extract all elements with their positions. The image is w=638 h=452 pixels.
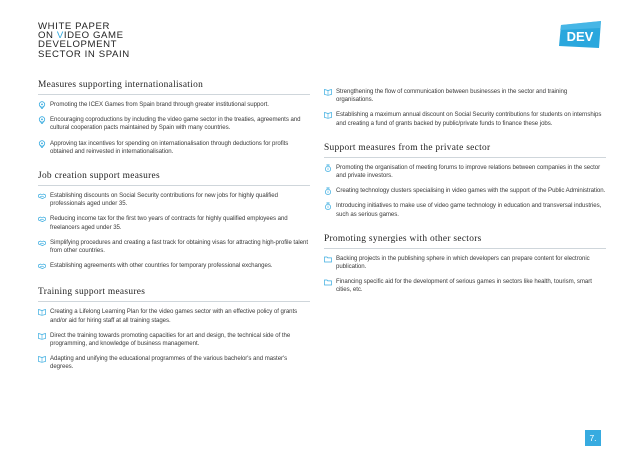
- handshake-icon: [38, 239, 46, 247]
- money-bag-icon: [324, 202, 332, 210]
- handshake-icon: [38, 192, 46, 200]
- section-title-job-creation: Job creation support measures: [38, 171, 310, 186]
- title-line: WHITE PAPER: [38, 21, 110, 32]
- right-column: [324, 88, 606, 302]
- handshake-icon: [38, 262, 46, 270]
- title-line: ON VIDEO GAME: [38, 30, 124, 42]
- training-continued-list: [324, 88, 606, 128]
- left-column: [38, 80, 310, 379]
- section-title-synergies: Promoting synergies with other sectors: [324, 234, 606, 249]
- handshake-icon: [38, 215, 46, 223]
- book-icon: [38, 332, 46, 340]
- list-item: Reducing income tax for the first two years of contracts for highly qualified employees and freelancers aged under 35.: [38, 215, 310, 231]
- book-icon: [38, 308, 46, 316]
- list-item: Adapting and unifying the educational programmes of the various bachelor's and master's degrees.: [38, 355, 310, 371]
- svg-text:DEV: DEV: [566, 29, 594, 44]
- location-pin-icon: [38, 101, 46, 109]
- document-title: [38, 22, 238, 59]
- list-item: Financing specific aid for the development of serious games in sectors like health, tourism, smart cities, etc.: [324, 278, 606, 294]
- list-item: Backing projects in the publishing sphere in which developers can prepare content for electronic publication.: [324, 255, 606, 271]
- list-item: Promoting the organisation of meeting forums to improve relations between companies in the sector and private investors.: [324, 164, 606, 180]
- book-icon: [38, 355, 46, 363]
- page-number: 7.: [585, 430, 601, 446]
- section-title-training: Training support measures: [38, 287, 310, 302]
- title-line: SECTOR IN SPAIN: [38, 48, 130, 60]
- private-sector-list: [324, 164, 606, 219]
- synergies-list: [324, 255, 606, 295]
- location-pin-icon: [38, 116, 46, 124]
- list-item: Creating a Lifelong Learning Plan for the video games sector with an effective policy of grants and/or aid for hiring staff at all training stages.: [38, 308, 310, 324]
- dev-logo: [558, 19, 603, 50]
- folder-icon: [324, 255, 332, 263]
- list-item: Creating technology clusters specialising in video games with the support of the Public Administration.: [324, 187, 606, 195]
- section-title-internationalisation: Measures supporting internationalisation: [38, 80, 310, 95]
- book-icon: [324, 111, 332, 119]
- money-bag-icon: [324, 187, 332, 195]
- list-item: Promoting the ICEX Games from Spain brand through greater institutional support.: [38, 101, 310, 109]
- training-list: [38, 308, 310, 371]
- section-title-private-sector: Support measures from the private sector: [324, 143, 606, 158]
- list-item: Simplifying procedures and creating a fast track for obtaining visas for attracting high-profile talent from other countries.: [38, 239, 310, 255]
- list-item: Introducing initiatives to make use of video game technology in education and transversal industries, such as serious games.: [324, 202, 606, 218]
- list-item: Establishing a maximum annual discount on Social Security contributions for students on internships and creating a fund of grants backed by public/private funds to finance these jobs.: [324, 111, 606, 127]
- book-icon: [324, 88, 332, 96]
- job-creation-list: [38, 192, 310, 270]
- internationalisation-list: [38, 101, 310, 156]
- list-item: Encouraging coproductions by including the video game sector in the treaties, agreements and cultural cooperation pacts maintained by Spain with many countries.: [38, 116, 310, 132]
- title-line: DEVELOPMENT: [38, 39, 118, 51]
- list-item: Direct the training towards promoting capacities for art and design, the technical side of the programming, and knowledge of business management.: [38, 332, 310, 348]
- list-item: Establishing discounts on Social Security contributions for new jobs for highly qualified professionals aged under 35.: [38, 192, 310, 208]
- list-item: Establishing agreements with other countries for temporary professional exchanges.: [38, 262, 310, 270]
- list-item: Strengthening the flow of communication between businesses in the sector and training organisations.: [324, 88, 606, 104]
- list-item: Approving tax incentives for spending on internationalisation through deductions for profits obtained and reinvested in internationalisation.: [38, 140, 310, 156]
- money-bag-icon: [324, 164, 332, 172]
- location-pin-icon: [38, 140, 46, 148]
- folder-icon: [324, 278, 332, 286]
